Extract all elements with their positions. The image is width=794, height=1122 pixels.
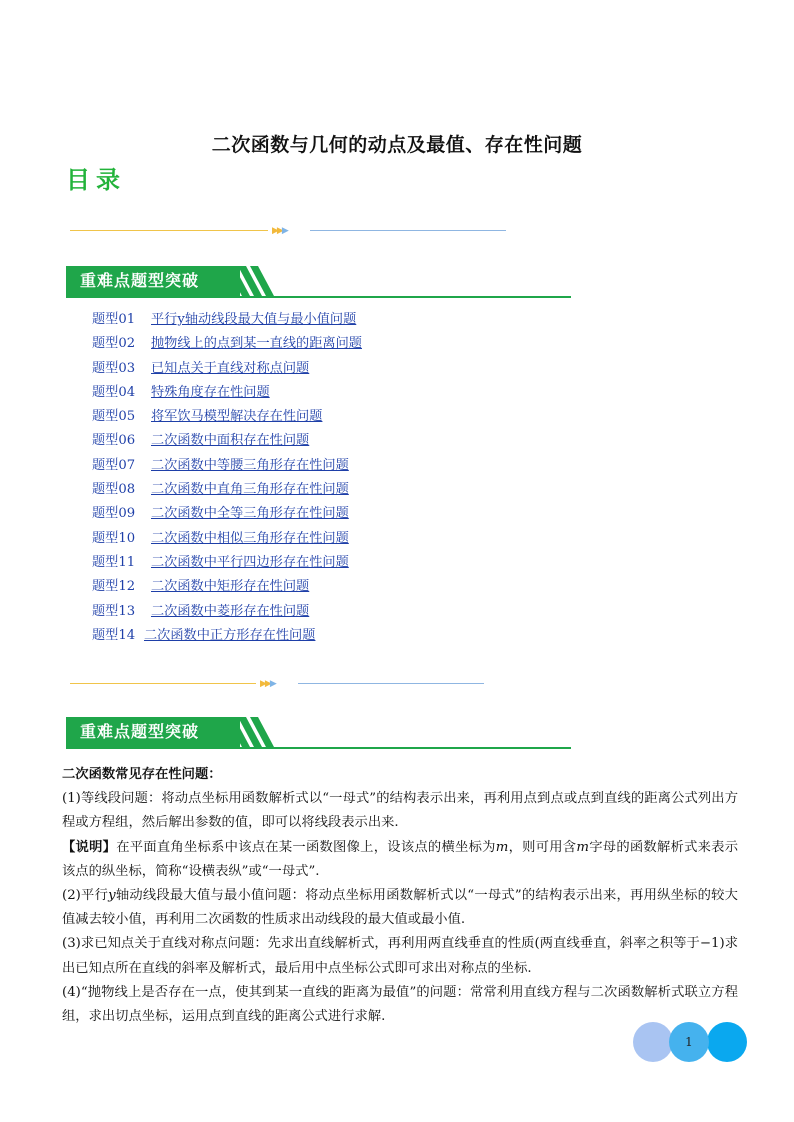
toc-item[interactable]	[92, 603, 362, 627]
toc-link[interactable]: 题型05 将军饮马模型解决存在性问题	[92, 409, 323, 425]
toc-list	[92, 311, 362, 651]
toc-link[interactable]: 题型11 二次函数中平行四边形存在性问题	[92, 554, 349, 570]
toc-link[interactable]: 题型02 抛物线上的点到某一直线的距离问题	[92, 336, 362, 352]
toc-item[interactable]	[92, 530, 362, 554]
toc-item[interactable]	[92, 554, 362, 578]
toc-item[interactable]	[92, 432, 362, 456]
arrow-icon: ▶▶▶	[260, 679, 275, 689]
toc-item[interactable]	[92, 627, 362, 651]
toc-link[interactable]: 题型03 已知点关于直线对称点问题	[92, 360, 310, 376]
toc-item[interactable]	[92, 384, 362, 408]
content-paragraph-4: (3)求已知点关于直线对称点问题：先求出直线解析式，再利用两直线垂直的性质(两直线垂直，斜率之积等于−1)求出已知点所在直线的斜率及解析式，最后用中点坐标公式即可求出对称点的坐标.	[62, 936, 738, 976]
section-banner-label: 重难点题型突破	[66, 717, 240, 747]
content-paragraph-5: (4)“抛物线上是否存在一点，使其到某一直线的距离为最值”的问题：常常利用直线方程与二次函数解析式联立方程组，求出切点坐标，运用点到直线的距离公式进行求解.	[62, 984, 738, 1025]
toc-link[interactable]: 题型14 二次函数中正方形存在性问题	[92, 627, 316, 643]
toc-item[interactable]	[92, 481, 362, 505]
toc-item[interactable]	[92, 360, 362, 384]
section-banner-label: 重难点题型突破	[66, 266, 240, 296]
toc-item[interactable]	[92, 457, 362, 481]
stripes-icon	[226, 717, 276, 749]
arrow-icon: ▶▶▶	[272, 226, 287, 236]
toc-item[interactable]	[92, 578, 362, 602]
content-paragraph-3: (2)平行y轴动线段最大值与最小值问题：将动点坐标用函数解析式以“一母式”的结构表示出来，再用纵坐标的较大值减去较小值，再利用二次函数的性质求出动线段的最大值或最小值.	[62, 888, 738, 928]
toc-link[interactable]: 题型13 二次函数中菱形存在性问题	[92, 603, 310, 619]
section-banner-1	[66, 266, 571, 302]
divider-middle	[70, 678, 490, 690]
toc-link[interactable]: 题型04 特殊角度存在性问题	[92, 384, 270, 400]
toc-link[interactable]: 题型07 二次函数中等腰三角形存在性问题	[92, 457, 349, 473]
toc-item[interactable]	[92, 505, 362, 529]
content-paragraph-2: 【说明】在平面直角坐标系中该点在某一函数图像上，设该点的横坐标为m，则可用含m字母的函数解析式来表示该点的纵坐标，简称“设横表纵”或“一母式”.	[62, 839, 739, 879]
divider-top	[70, 225, 510, 237]
page-number-badge	[633, 1022, 747, 1062]
toc-heading: 目录	[66, 166, 126, 194]
stripes-icon	[226, 266, 276, 298]
document-title: 二次函数与几何的动点及最值、存在性问题	[211, 134, 583, 156]
toc-link[interactable]: 题型10 二次函数中相似三角形存在性问题	[92, 530, 349, 546]
toc-item[interactable]	[92, 408, 362, 432]
toc-link[interactable]: 题型09 二次函数中全等三角形存在性问题	[92, 506, 349, 522]
toc-link[interactable]: 题型06 二次函数中面积存在性问题	[92, 433, 310, 449]
toc-item[interactable]	[92, 335, 362, 359]
content-lead: 二次函数常见存在性问题：	[62, 767, 222, 782]
section-banner-2	[66, 717, 571, 753]
content-paragraph-1: (1)等线段问题：将动点坐标用函数解析式以“一母式”的结构表示出来，再利用点到点或点到直线的距离公式列出方程或方程组，然后解出参数的值，即可以将线段表示出来.	[62, 791, 738, 831]
toc-item[interactable]	[92, 311, 362, 335]
toc-link[interactable]: 题型01 平行y轴动线段最大值与最小值问题	[92, 312, 357, 327]
toc-link[interactable]: 题型08 二次函数中直角三角形存在性问题	[92, 482, 349, 498]
content-body	[62, 763, 738, 1029]
toc-link[interactable]: 题型12 二次函数中矩形存在性问题	[92, 579, 310, 595]
page-number: 1	[685, 1035, 693, 1049]
